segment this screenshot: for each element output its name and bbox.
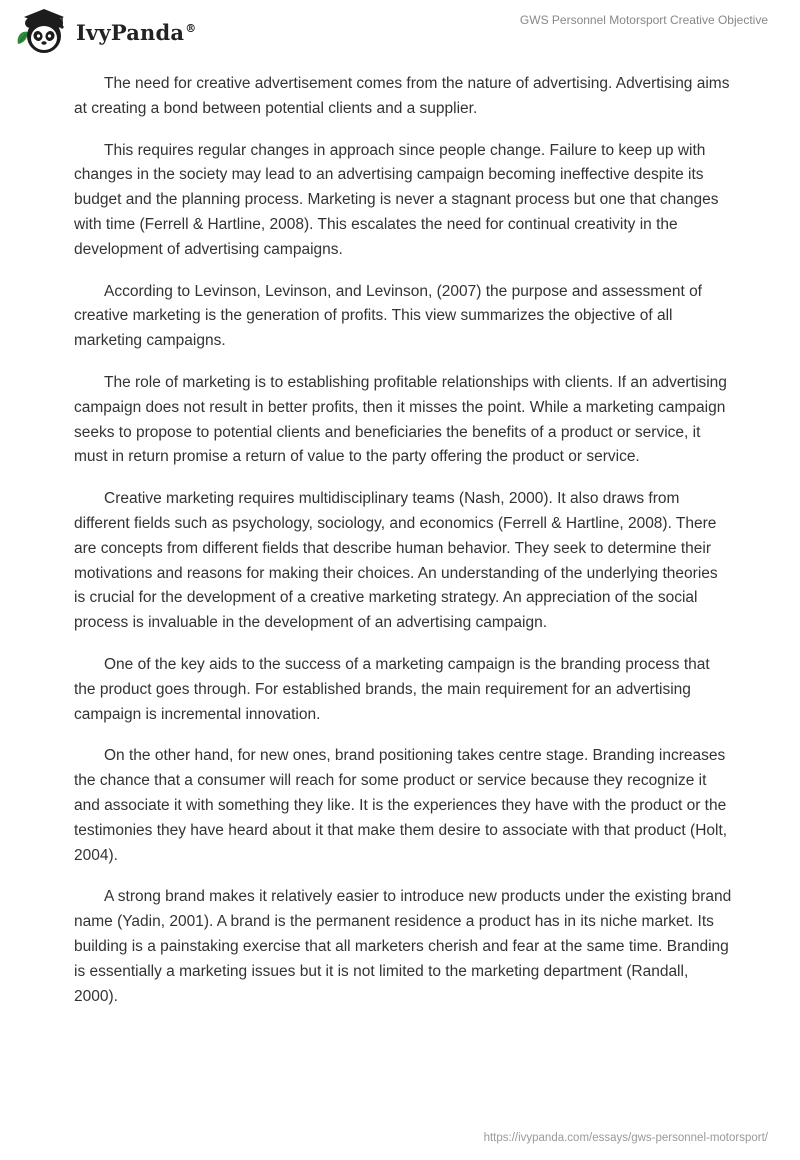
- logo-text: IvyPanda®: [76, 19, 197, 45]
- panda-graduation-cap-icon: [14, 6, 72, 56]
- page-header: [0, 0, 800, 60]
- document-title: GWS Personnel Motorsport Creative Objective: [519, 13, 768, 27]
- ivypanda-logo[interactable]: [14, 6, 196, 56]
- paragraph: Creative marketing requires multidisciplinary teams (Nash, 2000). It also draws from different fields such as psychology, sociology, and economics (Ferrell & Hartline, 2008). There are concepts from different fields that describe human behavior. They seek to determine their motivations and reasons for making their choices. An understanding of the underlying theories is crucial for the development of a creative marketing strategy. An appreciation of the social process is invaluable in the development of an advertising campaign.: [74, 490, 718, 632]
- paragraph: One of the key aids to the success of a marketing campaign is the branding process that the product goes through. For established brands, the main requirement for an advertising campaign is incremental innovation.: [74, 655, 710, 723]
- paragraph: This requires regular changes in approach since people change. Failure to keep up with changes in the society may lead to an advertising campaign becoming ineffective despite its budget and the planning process. Marketing is never a stagnant process but one that changes with time (Ferrell & Hartline, 2008). This escalates the need for continual creativity in the development of advertising campaigns.: [74, 141, 719, 258]
- paragraph: The need for creative advertisement comes from the nature of advertising. Advertising aims at creating a bond between potential clients and a supplier.: [74, 75, 730, 117]
- source-url[interactable]: https://ivypanda.com/essays/gws-personnel-motorsport/: [483, 1132, 768, 1144]
- paragraph: According to Levinson, Levinson, and Levinson, (2007) the purpose and assessment of creative marketing is the generation of profits. This view summarizes the objective of all marketing campaigns.: [74, 282, 702, 350]
- essay-body: [74, 72, 732, 1026]
- paragraph: On the other hand, for new ones, brand positioning takes centre stage. Branding increases the chance that a consumer will reach for some product or service because they recognize it and associate it with something they like. It is the experiences they have with the product or the testimonies they have heard about it that make them desire to associate with that product (Holt, 2004).: [74, 747, 728, 864]
- paragraph: A strong brand makes it relatively easier to introduce new products under the existing brand name (Yadin, 2001). A brand is the permanent residence a product has in its niche market. Its building is a painstaking exercise that all marketers cherish and fear at the same time. Branding is essentially a marketing issues but it is not limited to the marketing department (Randall, 2000).: [74, 888, 732, 1005]
- paragraph: The role of marketing is to establishing profitable relationships with clients. If an advertising campaign does not result in better profits, then it misses the point. While a marketing campaign seeks to propose to potential clients and beneficiaries the benefits of a product or service, it must in return promise a return of value to the party offering the product or service.: [74, 373, 727, 466]
- registered-mark: ®: [185, 21, 197, 35]
